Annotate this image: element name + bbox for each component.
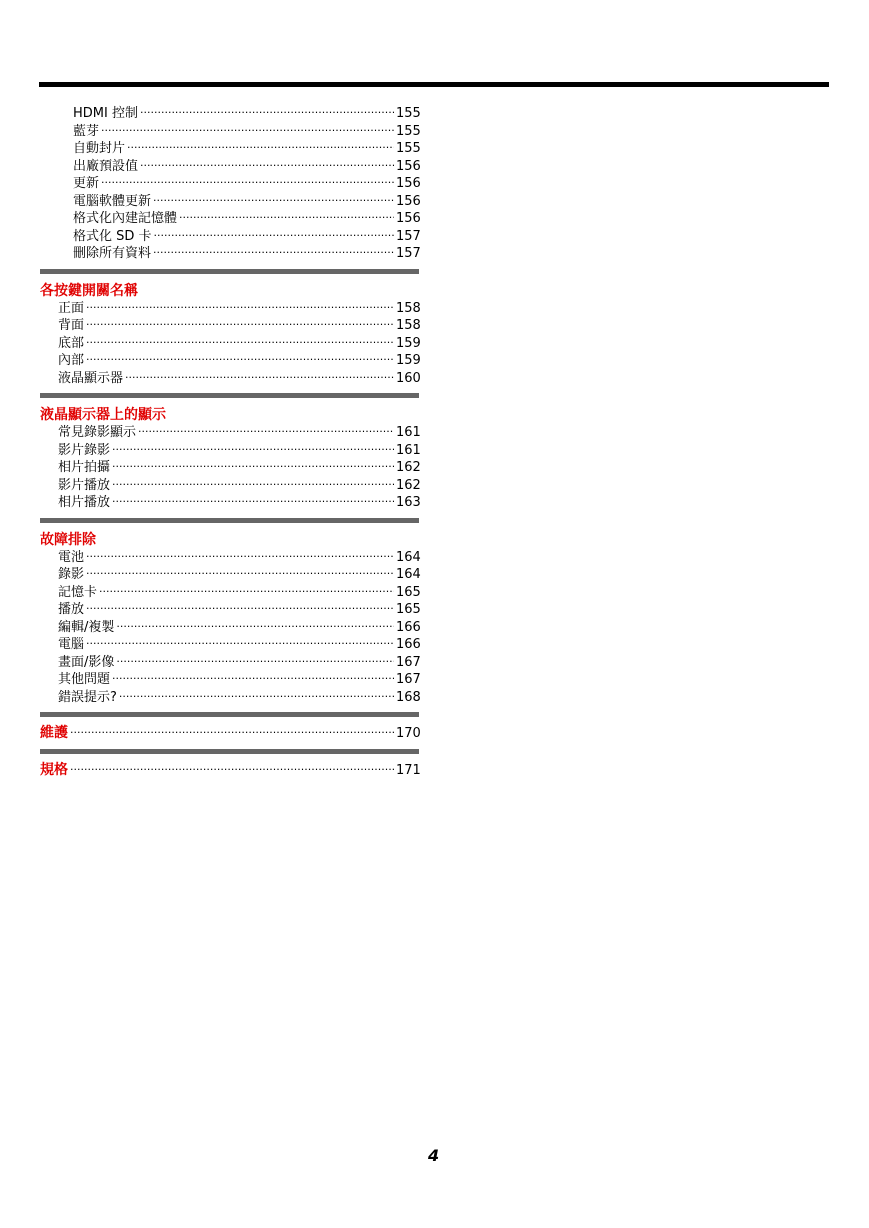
entry-page: 166 [396,637,421,652]
toc-entry[interactable] [40,494,420,512]
entry-page: 170 [396,726,421,741]
section-divider [40,269,419,274]
entry-page: 167 [396,654,421,670]
dot-leader [179,209,394,227]
section-divider [40,712,419,717]
entry-label: 格式化 SD 卡 [73,228,152,244]
entry-page: 164 [396,567,421,582]
entry-page: 162 [396,477,421,493]
entry-label: 記憶卡 [58,584,98,600]
toc-entry[interactable] [40,245,420,263]
dot-leader [101,174,394,192]
entry-label: 錄影 [58,567,85,582]
dot-leader [140,104,394,122]
entry-page: 155 [396,123,421,139]
entry-label: 相片播放 [58,495,111,510]
continued-entries [40,105,420,263]
entry-label: 維護 [40,725,68,741]
section-divider [40,393,419,398]
entry-label: 藍芽 [73,123,100,139]
entry-label: 電池 [58,549,85,565]
entry-page: 159 [396,335,421,351]
entry-label: 正面 [58,300,85,316]
toc-entry[interactable] [40,175,420,193]
dot-leader [86,565,394,583]
toc-entry[interactable] [40,300,420,318]
entry-page: 156 [396,176,421,191]
dot-leader [86,600,394,618]
toc-entry[interactable] [40,105,420,123]
toc-entry[interactable] [40,477,420,495]
entry-page: 158 [396,318,421,333]
entry-page: 163 [396,495,421,510]
dot-leader [125,369,394,387]
entry-label: 規格 [40,761,68,778]
dot-leader [116,618,394,636]
page-number: 4 [428,1146,440,1165]
top-rule [39,82,829,87]
entry-label: 電腦軟體更新 [73,193,152,209]
toc-entry[interactable] [40,228,420,246]
toc-entry[interactable] [40,442,420,460]
entry-label: 液晶顯示器 [58,370,124,386]
table-of-contents [40,105,420,779]
entry-label: 播放 [58,602,85,617]
section-title[interactable]: 各按鍵開關名稱 [40,282,138,299]
toc-section [40,282,420,388]
entry-page: 156 [396,211,421,226]
toc-entry-maintenance[interactable] [40,725,420,743]
entry-label: 自動封片 [73,141,126,156]
section-divider [40,749,419,754]
dot-leader [101,122,394,140]
entry-label: 刪除所有資料 [73,246,152,261]
entry-label: 常見錄影顯示 [58,425,137,440]
entry-label: 底部 [58,335,85,351]
entry-page: 155 [396,141,421,156]
section-title[interactable]: 故障排除 [40,531,96,548]
entry-page: 162 [396,460,421,475]
toc-section [40,531,420,707]
dot-leader [99,583,394,601]
dot-leader [112,493,394,511]
entry-label: 相片拍攝 [58,460,111,475]
entry-page: 161 [396,442,421,458]
entry-label: 更新 [73,176,100,191]
dot-leader [112,476,394,494]
entry-page: 156 [396,158,421,174]
dot-leader [86,548,394,566]
entry-label: 影片錄影 [58,442,111,458]
dot-leader [153,192,394,210]
toc-entry[interactable] [40,549,420,567]
entry-page: 164 [396,549,421,565]
toc-entry[interactable] [40,636,420,654]
toc-entry[interactable] [40,671,420,689]
dot-leader [86,334,394,352]
entry-label: 背面 [58,318,85,333]
toc-entry[interactable] [40,317,420,335]
entry-label: 內部 [58,353,85,368]
dot-leader [86,316,394,334]
toc-section [40,406,420,512]
dot-leader [140,157,394,175]
toc-entry[interactable] [40,158,420,176]
toc-entry[interactable] [40,210,420,228]
entry-page: 160 [396,370,421,386]
toc-entry[interactable] [40,459,420,477]
section-title[interactable]: 液晶顯示器上的顯示 [40,407,166,423]
entry-page: 165 [396,584,421,600]
dot-leader [70,724,394,742]
dot-leader [154,227,394,245]
entry-page: 158 [396,300,421,316]
toc-entry[interactable] [40,601,420,619]
toc-entry[interactable] [40,123,420,141]
toc-entry[interactable] [40,352,420,370]
entry-page: 155 [396,106,421,121]
toc-entry[interactable] [40,619,420,637]
dot-leader [138,423,394,441]
toc-entry[interactable] [40,689,420,707]
toc-entry[interactable] [40,370,420,388]
dot-leader [86,635,394,653]
dot-leader [86,351,394,369]
dot-leader [112,458,394,476]
entry-page: 156 [396,193,421,209]
toc-entry[interactable] [40,335,420,353]
entry-page: 157 [396,246,421,261]
toc-entry[interactable] [40,140,420,158]
entry-label: 電腦 [58,637,85,652]
entry-page: 165 [396,602,421,617]
toc-entry-specifications[interactable] [40,762,420,780]
toc-entry[interactable] [40,424,420,442]
entry-label: 出廠預設值 [73,158,139,174]
dot-leader [112,441,394,459]
entry-page: 159 [396,353,421,368]
dot-leader [127,139,394,157]
entry-page: 166 [396,619,421,635]
dot-leader [86,299,394,317]
toc-entry[interactable] [40,193,420,211]
entry-label: 格式化內建記憶體 [73,211,178,226]
toc-entry[interactable] [40,584,420,602]
entry-page: 167 [396,672,421,687]
dot-leader [112,670,394,688]
toc-entry[interactable] [40,654,420,672]
entry-label: 錯誤提示? [58,689,117,705]
toc-entry[interactable] [40,566,420,584]
entry-page: 161 [396,425,421,440]
dot-leader [119,688,394,706]
entry-label: 畫面/影像 [58,654,115,670]
entry-label: 影片播放 [58,477,111,493]
entry-page: 157 [396,228,421,244]
entry-label: 其他問題 [58,672,111,687]
section-divider [40,518,419,523]
entry-page: 171 [396,762,421,778]
dot-leader [153,244,394,262]
entry-label: HDMI 控制 [73,106,138,121]
entry-page: 168 [396,689,421,705]
dot-leader [116,653,394,671]
entry-label: 編輯/複製 [58,619,115,635]
dot-leader [70,761,394,779]
